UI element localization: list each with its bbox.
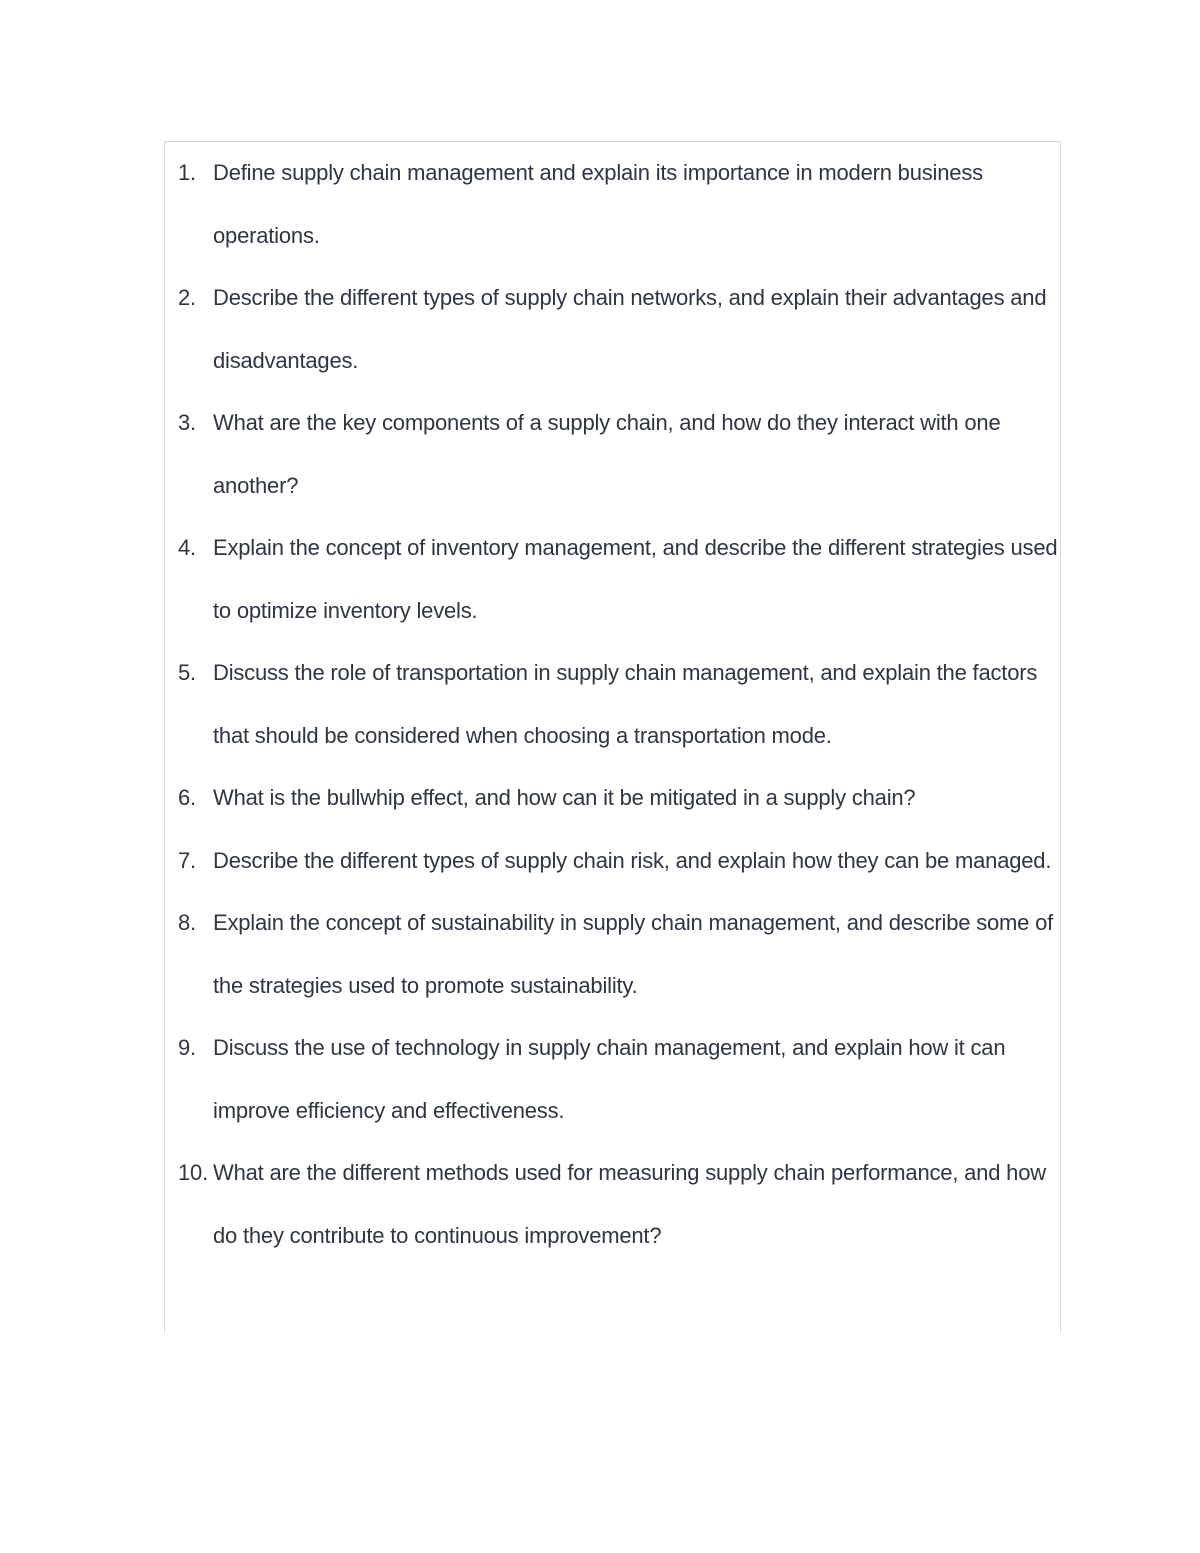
question-number: 8. (178, 910, 196, 935)
question-number: 9. (178, 1035, 196, 1060)
question-number: 5. (178, 660, 196, 685)
question-item-3 (165, 392, 1060, 517)
question-item-6 (165, 767, 1060, 830)
question-text: Explain the concept of inventory management, and describe the different strategies used to optimize inventory levels. (213, 535, 1058, 623)
question-text: Define supply chain management and explain its importance in modern business operations. (213, 160, 983, 248)
question-item-4 (165, 517, 1060, 642)
question-list (165, 142, 1060, 1267)
question-number: 7. (178, 847, 196, 873)
question-number: 4. (178, 535, 196, 560)
question-item-5 (165, 642, 1060, 767)
question-text: Describe the different types of supply chain risk, and explain how they can be managed. (213, 847, 1052, 873)
question-item-10 (165, 1142, 1060, 1267)
question-item-7 (165, 830, 1060, 893)
question-item-9 (165, 1017, 1060, 1142)
question-text: Discuss the use of technology in supply chain management, and explain how it can improve efficiency and effectiveness. (213, 1035, 1006, 1123)
question-text: What are the different methods used for measuring supply chain performance, and how do they contribute to continuous improvement? (213, 1160, 1046, 1248)
question-text: Explain the concept of sustainability in supply chain management, and describe some of the strategies used to promote sustainability. (213, 910, 1054, 998)
question-item-2 (165, 267, 1060, 392)
question-text: Discuss the role of transportation in supply chain management, and explain the factors that should be considered when choosing a transportation mode. (213, 660, 1038, 748)
question-text: What is the bullwhip effect, and how can it be mitigated in a supply chain? (213, 785, 916, 810)
question-number: 1. (178, 160, 196, 185)
question-number: 10. (178, 1160, 208, 1185)
question-text: Describe the different types of supply chain networks, and explain their advantages and disadvantages. (213, 285, 1047, 373)
question-text: What are the key components of a supply chain, and how do they interact with one another? (213, 410, 1001, 498)
question-number: 3. (178, 410, 196, 435)
question-list-container (164, 141, 1061, 1333)
question-item-1 (165, 142, 1060, 267)
question-number: 2. (178, 285, 196, 310)
question-number: 6. (178, 785, 196, 810)
question-item-8 (165, 892, 1060, 1017)
